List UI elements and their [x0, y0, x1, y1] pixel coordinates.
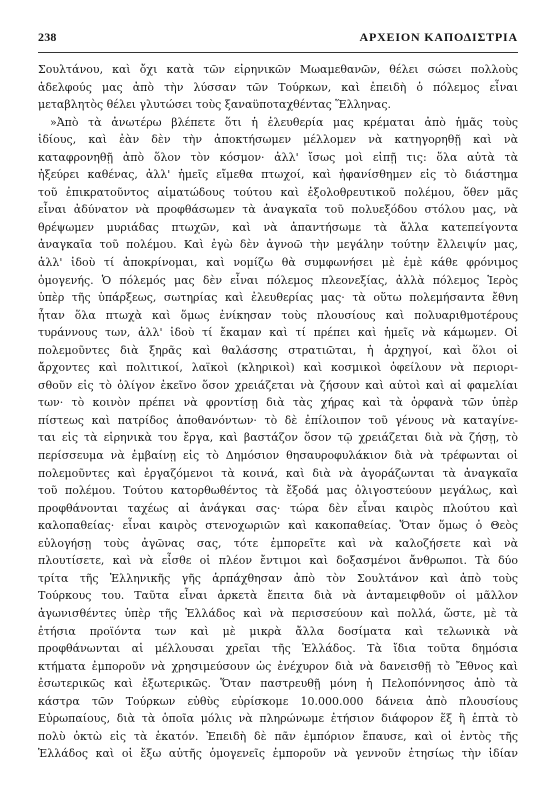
text-line: πλουτίσετε, καὶ νὰ εἶσθε οἱ πλέον ἔντιμοι καὶ δοξασμένοι ἄνθρωποι. Τὰ δύο [38, 554, 518, 568]
running-title: ΑΡΧΕΙΟΝ ΚΑΠΟΔΙΣΤΡΙΑ [359, 30, 518, 44]
text-line: θρέψωμεν μυριάδας πτωχῶν, καὶ νὰ ἀπαντήσωμε τὰ ἄλλα κατεπείγοντα [38, 220, 518, 234]
text-line: Εὐρωπαίους, διὰ τὰ ὁποῖα μόλις νὰ πληρώνωμε ἐτήσιον διάφορον ἕξ ἢ ἑπτὰ τὸ [38, 712, 518, 726]
text-line: των· τὸ κοινὸν πρέπει νὰ φροντίσῃ διὰ τὰς χήρας καὶ τὰ ὀρφανὰ τῶν ὑπὲρ [38, 396, 518, 410]
text-line: πολεμοῦντες καὶ ἐργαζόμενοι τὰ κοινά, καὶ διὰ νὰ ἀγοράζωνται τὰ ἀναγκαῖα [38, 466, 518, 480]
text-line: προφθάνονται ταχέως αἱ ἀνάγκαι σας· τώρα δὲν εἶναι καιρὸς πλούτου καὶ [38, 501, 518, 515]
text-line: ὑπὲρ τῆς ὑπάρξεως, σωτηρίας καὶ ἐλευθερίας μας· τὰ οὕτω πολεμήσαντα ἔθνη [38, 291, 518, 305]
text-line: ἀγωνισθέντες ὑπὲρ τῆς Ἑλλάδος καὶ νὰ περισσεύουν καὶ πολλά, ὥστε, μὲ τὰ [38, 606, 518, 620]
text-line: κάστρα τῶν Τούρκων εὐθὺς εὑρίσκομε 10.000.000 δάνεια ἀπὸ πλουσίους [38, 694, 518, 708]
text-line: ὁμογενής. Ὁ πόλεμός μας δὲν εἶναι πόλεμος πλεονεξίας, ἀλλὰ πόλεμος Ἱερὸς [38, 273, 518, 287]
text-line: περίσσευμα νὰ ἐμβαίνῃ εἰς τὸ Δημόσιον θησαυροφυλάκιον διὰ νὰ τρέφωνται οἱ [38, 449, 518, 463]
text-line: ἄρχοντες καὶ πολιτικοί, λαϊκοὶ (κληρικοὶ) καὶ κοσμικοὶ ὀφείλουν νὰ περιορι- [38, 361, 518, 375]
text-line: πολεμοῦντες διὰ ξηρᾶς καὶ θαλάσσης στρατιῶται, ἡ ἀρχηγοί, καὶ ὅλοι οἱ [38, 343, 518, 357]
running-header [38, 30, 518, 50]
text-line: εὐλογήσῃ τοὺς ἀγῶνας σας, τότε ἐμπορεῖτε καὶ νὰ καλοζήσετε καὶ νὰ [38, 536, 518, 550]
text-line: ἠξεύρει καθένας, ἀλλ' ἡμεῖς εἴμεθα πτωχοί, καὶ ἠφανίσθημεν εἰς τὸ διάστημα [38, 168, 518, 182]
text-line: ἀδελφούς μας ἀπὸ τὴν λύσσαν τῶν Τούρκων, καὶ ἐπειδὴ ὁ πόλεμος εἶναι [38, 80, 518, 94]
text-line: Ἑλλάδος καὶ οἱ ἔξω αὐτῆς ὁμογενεῖς ἐμποροῦν νὰ γεννοῦν ἐτησίως τὴν ἰδίαν [38, 747, 518, 761]
text-line: καταφρονηθῇ ἀπὸ ὅλον τὸν κόσμον· ἀλλ' ἴσως μοὶ εἰπῇ τις: ὅλα αὐτὰ τὰ [38, 150, 518, 164]
text-line: προφθάνωνται αἱ μέλλουσαι χρεῖαι τῆς Ἑλλάδος. Τὰ ἴδια τοῦτα δημόσια [38, 642, 518, 656]
page-number: 238 [38, 30, 57, 44]
text-line: πίστεως καὶ πατρίδος ἀποθανόντων· τὸ δὲ ἐπίλοιπον τοῦ γένους νὰ καταγίνε- [38, 413, 518, 427]
text-line: Σουλτάνου, καὶ ὄχι κατὰ τῶν εἰρηνικῶν Μωαμεθανῶν, θέλει σώσει πολλοὺς [38, 63, 518, 76]
text-line: σθοῦν εἰς τὸ ὀλίγον ἐκεῖνο ὅσον χρειάζεται νὰ ζήσουν καὶ αὐτοὶ καὶ αἱ φαμελίαι [38, 378, 518, 392]
body-text [38, 61, 518, 763]
text-line: ἀναγκαῖα τοῦ πολέμου. Καὶ ἐγὼ δὲν ἀγνοῶ τὴν μεγάλην τούτην ἔλλειψίν μας, [38, 238, 518, 252]
text-line: ἰδίους, καὶ ἐὰν δὲν τὴν ἀποκτήσωμεν μέλλομεν νὰ κατηγορηθῇ καὶ νὰ [38, 133, 518, 147]
text-line: τοῦ πολέμου. Τούτου κατορθωθέντος τὰ ἔξοδά μας ὀλιγοστεύουν μεγάλως, καὶ [38, 484, 518, 498]
text-line: καλοπαθείας· εἶναι καιρὸς στενοχωριῶν καὶ κακοπαθείας. Ὅταν ὅμως ὁ Θεὸς [38, 519, 518, 533]
text-line: τοῦ ἐπικρατοῦντος αἱματώδους τούτου καὶ ἐξολοθρευτικοῦ πολέμου, ὅθεν μᾶς [38, 185, 518, 199]
text-line: εἶναι ἀδύνατον νὰ προφθάσωμεν τὰ ἀναγκαῖα τοῦ πολυεξόδου στόλου μας, νὰ [38, 203, 518, 217]
text-line: μεταβλητὸς θέλει γλυτώσει τοὺς ξαναϋποταχθέντας Ἕλληνας. [38, 98, 391, 112]
text-line: ἀλλ' ἰδοὺ τί ἀποκρίνομαι, καὶ νομίζω θὰ συμφωνήσει μὲ ἐμὲ κάθε φρόνιμος [38, 256, 518, 270]
text-line: ἦταν ὅλα πτωχὰ καὶ ὅμως ἐνίκησαν τοὺς πλουσίους καὶ πολυαριθμοτέρους [38, 308, 518, 322]
document-page [38, 30, 518, 780]
header-rule [38, 52, 518, 53]
text-line: ται εἰς τὰ εἰρηνικὰ του ἔργα, καὶ βαστάζον ὅσον τῷ χρειάζεται διὰ νὰ ζήσῃ, τὸ [38, 431, 518, 445]
text-line: ἐσωτερικῶς καὶ ἐξωτερικῶς. Ὅταν παστρευθῇ μόνη ἡ Πελοπόννησος ἀπὸ τὰ [38, 677, 518, 691]
text-line: Τούρκους του. Ταῦτα εἶναι ἀρκετὰ ἔπειτα διὰ νὰ ἀνταμειφθοῦν οἱ μᾶλλον [38, 589, 518, 603]
text-line: τρίτα τῆς Ἑλληνικῆς γῆς ἁρπάχθησαν ἀπὸ τὸν Σουλτάνον καὶ ἀπὸ τοὺς [38, 571, 518, 585]
text-line: κτήματα ἐμποροῦν νὰ χρησιμεύσουν ὡς ἐνέχυρον διὰ νὰ δανεισθῇ τὸ Ἔθνος καὶ [38, 659, 518, 673]
text-line: πολὺ ὀκτὼ εἰς τὰ ἑκατόν. Ἐπειδὴ δὲ πᾶν ἐμπόριον ἔπαυσε, καὶ οἱ ἐντὸς τῆς [38, 729, 518, 743]
text-line: τυράννους των, ἀλλ' ἰδοὺ τί ἔκαμαν καὶ τί πρέπει καὶ ἡμεῖς νὰ κάμωμεν. Οἱ [38, 326, 518, 340]
text-line: »Ἀπὸ τὰ ἀνωτέρω βλέπετε ὅτι ἡ ἐλευθερία μας κρέμαται ἀπὸ ἡμᾶς τοὺς [50, 115, 518, 129]
text-line: ἐτήσια προϊόντα των καὶ μὲ μικρὰ ἄλλα δοσίματα καὶ τελωνικὰ νὰ [38, 624, 518, 638]
